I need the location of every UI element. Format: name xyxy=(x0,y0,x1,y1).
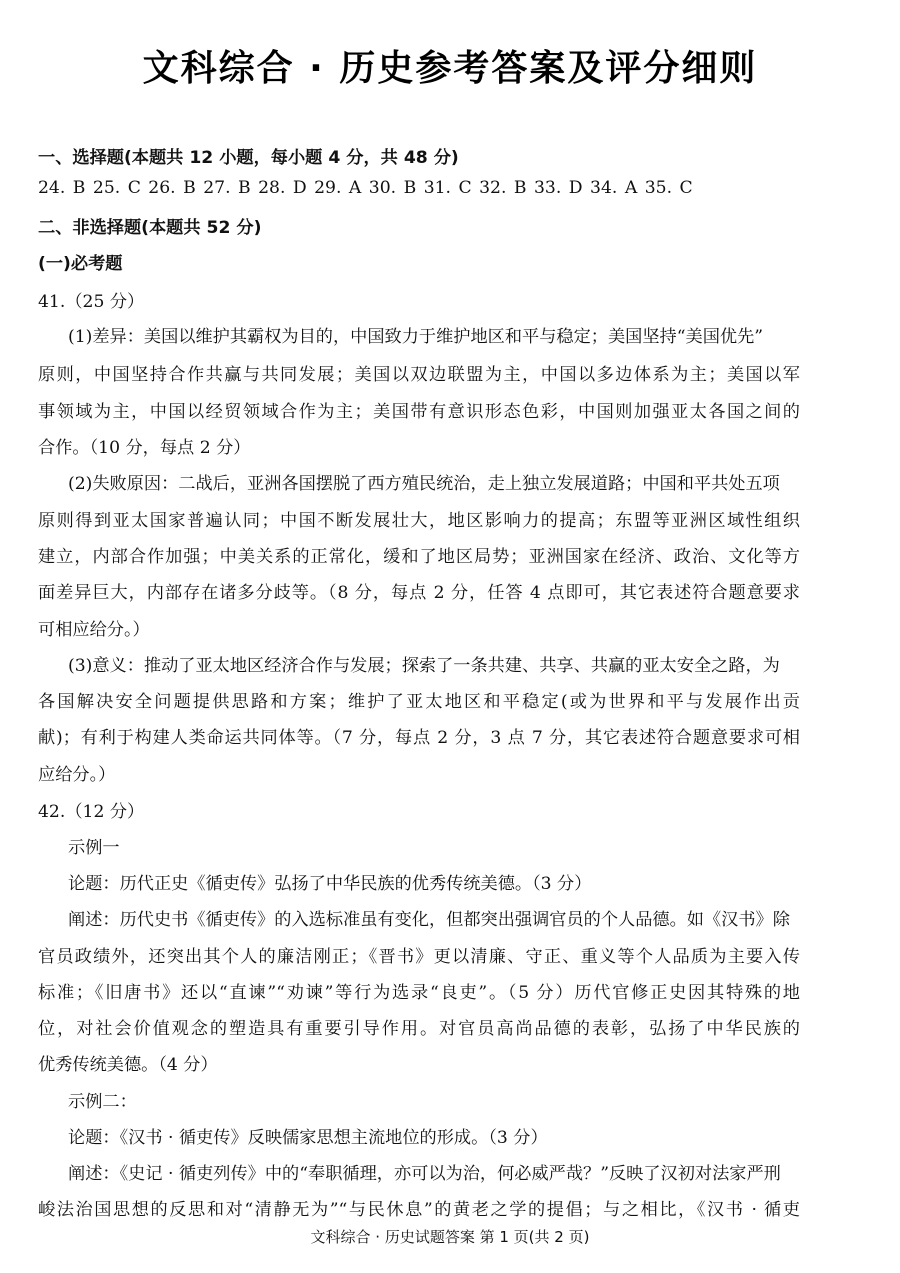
example1-body-line: 标准；《旧唐书》还以“直谏”“劝谏”等行为选录“良吏”。（5 分）历代官修正史因其特殊的地 xyxy=(38,983,800,1003)
section2-subheading: (一)必考题 xyxy=(38,254,123,274)
example1-body-line: 官员政绩外，还突出其个人的廉洁刚正；《晋书》更以清廉、守正、重义等个人品质为主要入传 xyxy=(38,947,800,967)
q41-p1-line: (1)差异：美国以维护其霸权为目的，中国致力于维护地区和平与稳定；美国坚持“美国优先” xyxy=(68,327,764,347)
q42-heading: 42.（12 分） xyxy=(38,802,145,822)
q41-p2-line: 建立，内部合作加强；中美关系的正常化，缓和了地区局势；亚洲国家在经济、政治、文化等方 xyxy=(38,547,800,567)
q41-p3-line: 献)；有利于构建人类命运共同体等。（7 分，每点 2 分，3 点 7 分，其它表述符合题意要求可相 xyxy=(38,728,800,748)
page-title: 文科综合 · 历史参考答案及评分细则 xyxy=(142,48,758,89)
q41-p2-line: 可相应给分。） xyxy=(38,620,150,640)
example2-body-line: 峻法治国思想的反思和对“清静无为”“与民休息”的黄老之学的提倡；与之相比，《汉书 · 循吏 xyxy=(38,1200,800,1220)
example1-thesis: 论题：历代正史《循吏传》弘扬了中华民族的优秀传统美德。（3 分） xyxy=(68,874,592,894)
q41-p1-line: 合作。（10 分，每点 2 分） xyxy=(38,438,251,458)
q41-p2-line: 面差异巨大，内部存在诸多分歧等。（8 分，每点 2 分，任答 4 点即可，其它表述符合题意要求 xyxy=(38,583,800,603)
example1-body-line: 优秀传统美德。（4 分） xyxy=(38,1055,218,1075)
example1-label: 示例一 xyxy=(68,838,120,858)
q41-p2-line: (2)失败原因：二战后，亚洲各国摆脱了西方殖民统治，走上独立发展道路；中国和平共处五项 xyxy=(68,474,780,494)
q41-heading: 41.（25 分） xyxy=(38,292,145,312)
q41-p1-line: 原则，中国坚持合作共赢与共同发展；美国以双边联盟为主，中国以多边体系为主；美国以军 xyxy=(38,365,800,385)
q41-p1-line: 事领域为主，中国以经贸领域合作为主；美国带有意识形态色彩，中国则加强亚太各国之间的 xyxy=(38,402,800,422)
page-footer: 文科综合 · 历史试题答案 第 1 页(共 2 页) xyxy=(310,1228,590,1246)
q41-p3-line: 各国解决安全问题提供思路和方案；维护了亚太地区和平稳定(或为世界和平与发展作出贡 xyxy=(38,692,800,712)
example2-thesis: 论题：《汉书 · 循吏传》反映儒家思想主流地位的形成。（3 分） xyxy=(68,1128,548,1148)
section2-heading: 二、非选择题(本题共 52 分) xyxy=(38,218,262,238)
example1-body-line: 位，对社会价值观念的塑造具有重要引导作用。对官员高尚品德的表彰，弘扬了中华民族的 xyxy=(38,1019,800,1039)
example1-body-line: 阐述：历代史书《循吏传》的入选标准虽有变化，但都突出强调官员的个人品德。如《汉书》除 xyxy=(68,910,790,930)
section1-heading: 一、选择题(本题共 12 小题，每小题 4 分，共 48 分) xyxy=(38,148,459,168)
q41-p3-line: (3)意义：推动了亚太地区经济合作与发展；探索了一条共建、共享、共赢的亚太安全之路，为 xyxy=(68,656,780,676)
choice-answers: 24. B 25. C 26. B 27. B 28. D 29. A 30. B 31. C 32. B 33. D 34. A 35. C xyxy=(38,178,693,198)
example2-body-line: 阐述：《史记 · 循吏列传》中的“奉职循理，亦可以为治，何必威严哉？”反映了汉初对法家严刑 xyxy=(68,1164,781,1184)
q41-p2-line: 原则得到亚太国家普遍认同；中国不断发展壮大，地区影响力的提高；东盟等亚洲区域性组织 xyxy=(38,511,800,531)
q41-p3-line: 应给分。） xyxy=(38,765,116,785)
example2-label: 示例二： xyxy=(68,1092,137,1112)
